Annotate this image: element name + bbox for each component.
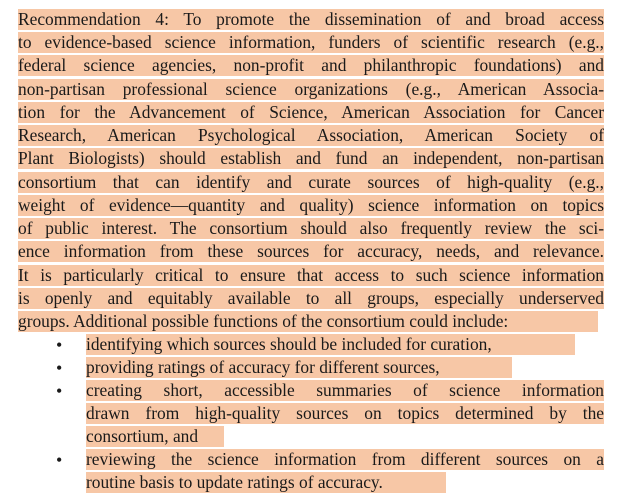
bullet-item-line: creating short, accessible summaries of science information <box>86 380 604 400</box>
bullet-item-line: providing ratings of accuracy for different sources, <box>86 357 512 378</box>
bullet-item-line: routine basis to update ratings of accuracy. <box>86 472 446 493</box>
bullet-marker: • <box>56 450 63 470</box>
paragraph-line: is openly and equitably available to all groups, especially underserved <box>18 288 604 308</box>
paragraph-line: non-partisan professional science organizations (e.g., American Associa- <box>18 79 604 99</box>
paragraph-line: Research, American Psychological Association, American Society of <box>18 125 604 145</box>
bullet-marker: • <box>56 381 63 401</box>
paragraph-line: It is particularly critical to ensure that access to such science information <box>18 265 604 285</box>
paragraph-line: Recommendation 4: To promote the dissemination of and broad access <box>18 9 604 29</box>
bullet-item-line: consortium, and <box>86 426 224 447</box>
paragraph-line: groups. Additional possible functions of the consortium could include: <box>18 311 598 332</box>
bullet-marker: • <box>56 335 63 355</box>
paragraph-line: weight of evidence—quantity and quality) science information on topics <box>18 195 604 215</box>
paragraph-line: of public interest. The consortium should also frequently review the sci- <box>18 218 604 238</box>
paragraph-line: ence information from these sources for accuracy, needs, and relevance. <box>18 241 604 261</box>
paragraph-line: tion for the Advancement of Science, American Association for Cancer <box>18 102 604 122</box>
bullet-item-line: identifying which sources should be included for curation, <box>86 334 575 355</box>
bullet-item-line: reviewing the science information from different sources on a <box>86 449 604 469</box>
paragraph-line: to evidence-based science information, funders of scientific research (e.g., <box>18 32 604 52</box>
paragraph-line: federal science agencies, non-profit and philanthropic foundations) and <box>18 55 604 75</box>
paragraph-line: consortium that can identify and curate sources of high-quality (e.g., <box>18 172 604 192</box>
paragraph-line: Plant Biologists) should establish and fund an independent, non-partisan <box>18 148 604 168</box>
bullet-item-line: drawn from high-quality sources on topics determined by the <box>86 403 604 423</box>
bullet-marker: • <box>56 358 63 378</box>
